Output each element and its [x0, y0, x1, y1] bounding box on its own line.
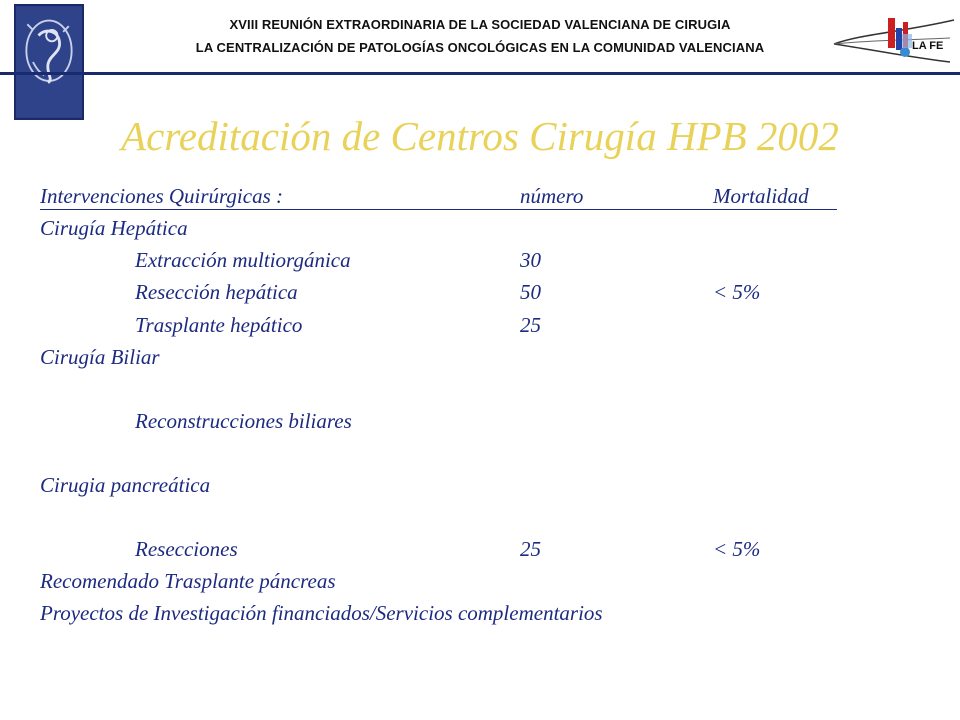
society-logo-emblem: [16, 6, 82, 118]
note-proyectos-investigacion: Proyectos de Investigación financiados/Servicios complementarios: [40, 601, 603, 625]
header-line-1: XVIII REUNIÓN EXTRAORDINARIA DE LA SOCIEDAD VALENCIANA DE CIRUGIA: [229, 17, 731, 32]
column-header-intervention: Intervenciones Quirúrgicas :: [40, 184, 283, 208]
header-divider: [0, 72, 960, 75]
row-label: Resecciones: [135, 537, 238, 561]
hospital-la-fe-logo: [832, 14, 956, 70]
la-fe-logo-text: LA FE: [912, 40, 944, 52]
row-number: 30: [520, 248, 541, 272]
row-label: Resección hepática: [135, 280, 298, 304]
la-fe-logo-graphic: [832, 14, 956, 70]
section-cirugia-hepatica: Cirugía Hepática: [40, 216, 188, 240]
section-cirugia-biliar: Cirugía Biliar: [40, 345, 160, 369]
column-header-underline: [40, 209, 837, 210]
column-header-number: número: [520, 184, 584, 208]
row-mortality: < 5%: [713, 280, 761, 304]
row-number: 25: [520, 537, 541, 561]
slide-title: Acreditación de Centros Cirugía HPB 2002: [121, 113, 839, 159]
row-label: Extracción multiorgánica: [135, 248, 351, 272]
row-number: 25: [520, 313, 541, 337]
row-label: Trasplante hepático: [135, 313, 303, 337]
note-trasplante-pancreas: Recomendado Trasplante páncreas: [40, 569, 336, 593]
society-logo: [14, 4, 84, 120]
row-label: Reconstrucciones biliares: [135, 409, 352, 433]
row-mortality: < 5%: [713, 537, 761, 561]
column-header-mortality: Mortalidad: [713, 184, 809, 208]
row-number: 50: [520, 280, 541, 304]
section-cirugia-pancreatica: Cirugia pancreática: [40, 473, 211, 497]
header-line-2: LA CENTRALIZACIÓN DE PATOLOGÍAS ONCOLÓGICAS EN LA COMUNIDAD VALENCIANA: [195, 40, 765, 55]
